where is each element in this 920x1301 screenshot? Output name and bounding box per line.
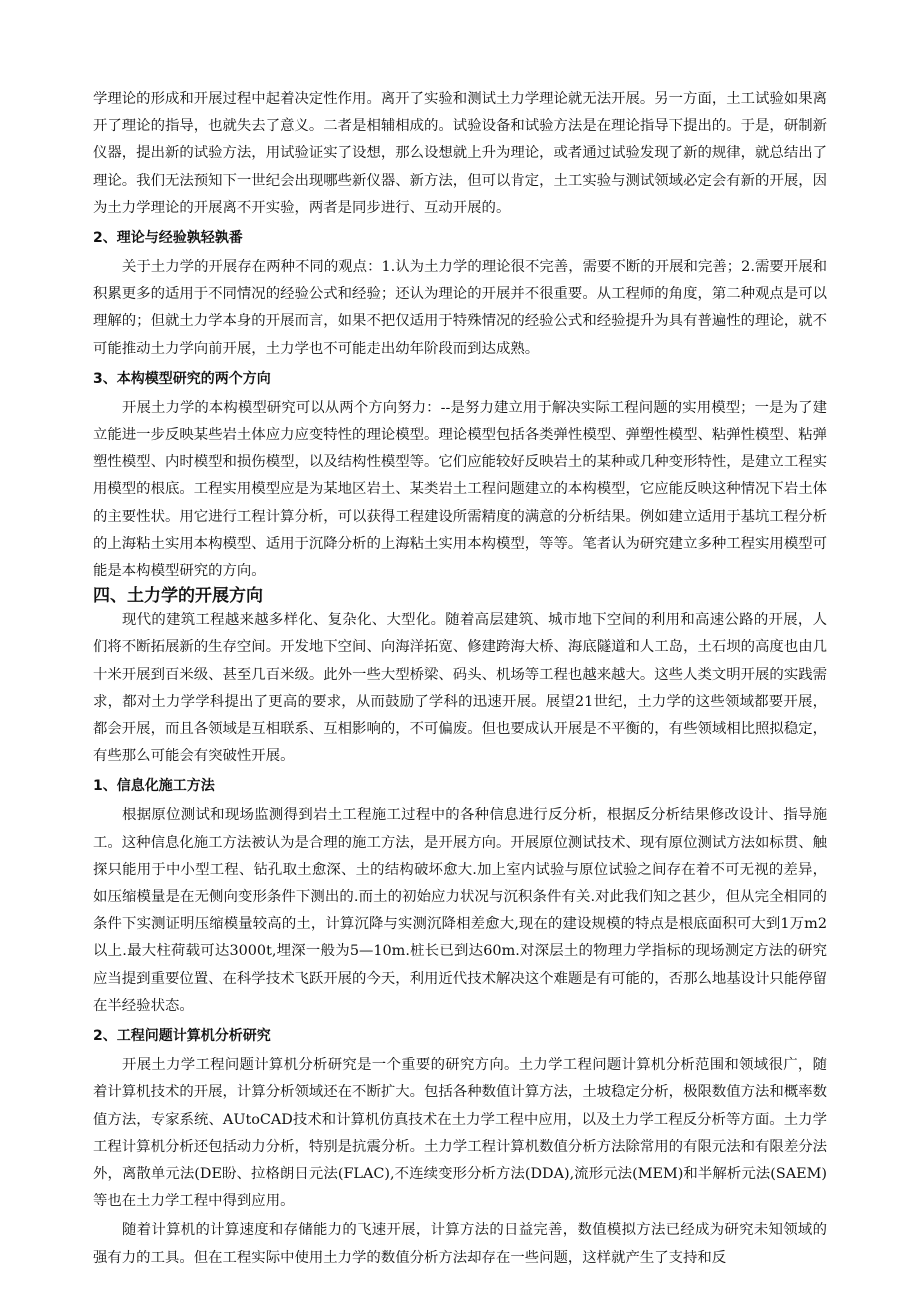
paragraph-theory-vs-experience: 关于土力学的开展存在两种不同的观点：1.认为土力学的理论很不完善，需要不断的开展和完善；2.需要开展和积累更多的适用于不同情况的经验公式和经验；还认为理论的开展并不很重要。从工程师的角度，第二种观点是可以理解的；但就土力学本身的开展而言，如果不把仅适用于特殊情况的经验公式和经验提升为具有普遍性的理论，就不可能推动土力学向前开展，土力学也不可能走出幼年阶段而到达成熟。 (93, 259, 827, 357)
paragraph-informatized-construction: 根据原位测试和现场监测得到岩土工程施工过程中的各种信息进行反分析，根据反分析结果修改设计、指导施工。这种信息化施工方法被认为是合理的施工方法，是开展方向。开展原位测试技术、现有原位测试方法如标贯、触探只能用于中小型工程、钻孔取土愈深、土的结构破坏愈大.加上室内试验与原位试验之间存在着不可无视的差异，如压缩模量是在无侧向变形条件下测出的.而土的初始应力状况与沉积条件有关.对此我们知之甚少，但从完全相同的条件下实测证明压缩模量较高的土，计算沉降与实测沉降相差愈大,现在的建设规模的特点是根底面积可大到1万m2以上.最大柱荷载可达3000t,埋深一般为5—10m.桩长已到达60m.对深层土的物理力学指标的现场测定方法的研究应当提到重要位置、在科学技术飞跃开展的今天，利用近代技术解决这个难题是有可能的，否那么地基设计只能停留在半经验状态。 (93, 807, 827, 1014)
paragraph-development-direction: 现代的建筑工程越来越多样化、复杂化、大型化。随着高层建筑、城市地下空间的利用和高速公路的开展，人们将不断拓展新的生存空间。开发地下空间、向海洋拓宽、修建跨海大桥、海底隧道和人工岛，土石坝的高度也由几十米开展到百米级、甚至几百米级。此外一些大型桥梁、码头、机场等工程也越来越大。这些人类文明开展的实践需求，都对土力学学科提出了更高的要求，从而鼓励了学科的迅速开展。展望21世纪，土力学的这些领域都要开展，都会开展，而且各领域是互相联系、互相影响的，不可偏废。但也要成认开展是不平衡的，有些领域相比照拟稳定，有些那么可能会有突破性开展。 (93, 612, 827, 765)
heading-constitutive-model: 3、本构模型研究的两个方向 (93, 370, 271, 387)
paragraph-computer-analysis: 开展土力学工程问题计算机分析研究是一个重要的研究方向。土力学工程问题计算机分析范围和领域很广，随着计算机技术的开展，计算分析领域还在不断扩大。包括各种数值计算方法，土坡稳定分析，极限数值方法和概率数值方法，专家系统、AUtoCAD技术和计算机仿真技术在土力学工程中应用，以及土力学工程反分析等方面。土力学工程计算机分析还包括动力分析，特别是抗震分析。土力学工程计算机数值分析方法除常用的有限元法和有限差分法外，离散单元法(DE盼、拉格朗日元法(FLAC),不连续变形分析方法(DDA),流形元法(MEM)和半解析元法(SAEM)等也在土力学工程中得到应用。 (93, 1057, 827, 1210)
heading-development-direction: 四、土力学的开展方向 (93, 586, 263, 607)
paragraph-constitutive-model: 开展土力学的本构模型研究可以从两个方向努力：--是努力建立用于解决实际工程问题的实用模型；一是为了建立能进一步反映某些岩土体应力应变特性的理论模型。理论模型包括各类弹性模型、弹塑性模型、粘弹性模型、粘弹塑性模型、内时模型和损伤模型，以及结构性模型等。它们应能较好反映岩土的某种或几种变形特性，是建立工程实用模型的根底。工程实用模型应是为某地区岩土、某类岩土工程问题建立的本构模型，它应能反映这种情况下岩土体的主要性状。用它进行工程计算分析，可以获得工程建设所需精度的满意的分析结果。例如建立适用于基坑工程分析的上海粘土实用本构模型、适用于沉降分析的上海粘土实用本构模型，等等。笔者认为研究建立多种工程实用模型可能是本构模型研究的方向。 (93, 399, 827, 580)
heading-theory-vs-experience: 2、理论与经验孰轻孰番 (93, 230, 243, 247)
document-page (93, 86, 827, 1272)
paragraph-numerical-simulation: 随着计算机的计算速度和存储能力的飞速开展，计算方法的日益完善，数值模拟方法已经成为研究未知领域的强有力的工具。但在工程实际中使用土力学的数值分析方法却存在一些问题，这样就产生了支持和反 (93, 1222, 827, 1266)
heading-computer-analysis: 2、工程问题计算机分析研究 (93, 1028, 271, 1045)
intro-paragraph: 学理论的形成和开展过程中起着决定性作用。离开了实验和测试土力学理论就无法开展。另一方面，土工试验如果离开了理论的指导，也就失去了意义。二者是相辅相成的。试验设备和试验方法是在理论指导下提出的。于是，研制新仪器，提出新的试验方法，用试验证实了设想，那么设想就上升为理论，或者通过试验发现了新的规律，就总结出了理论。我们无法预知下一世纪会出现哪些新仪器、新方法，但可以肯定，土工实验与测试领域必定会有新的开展，因为土力学理论的开展离不开实验，两者是同步进行、互动开展的。 (93, 91, 827, 216)
heading-informatized-construction: 1、信息化施工方法 (93, 778, 215, 795)
